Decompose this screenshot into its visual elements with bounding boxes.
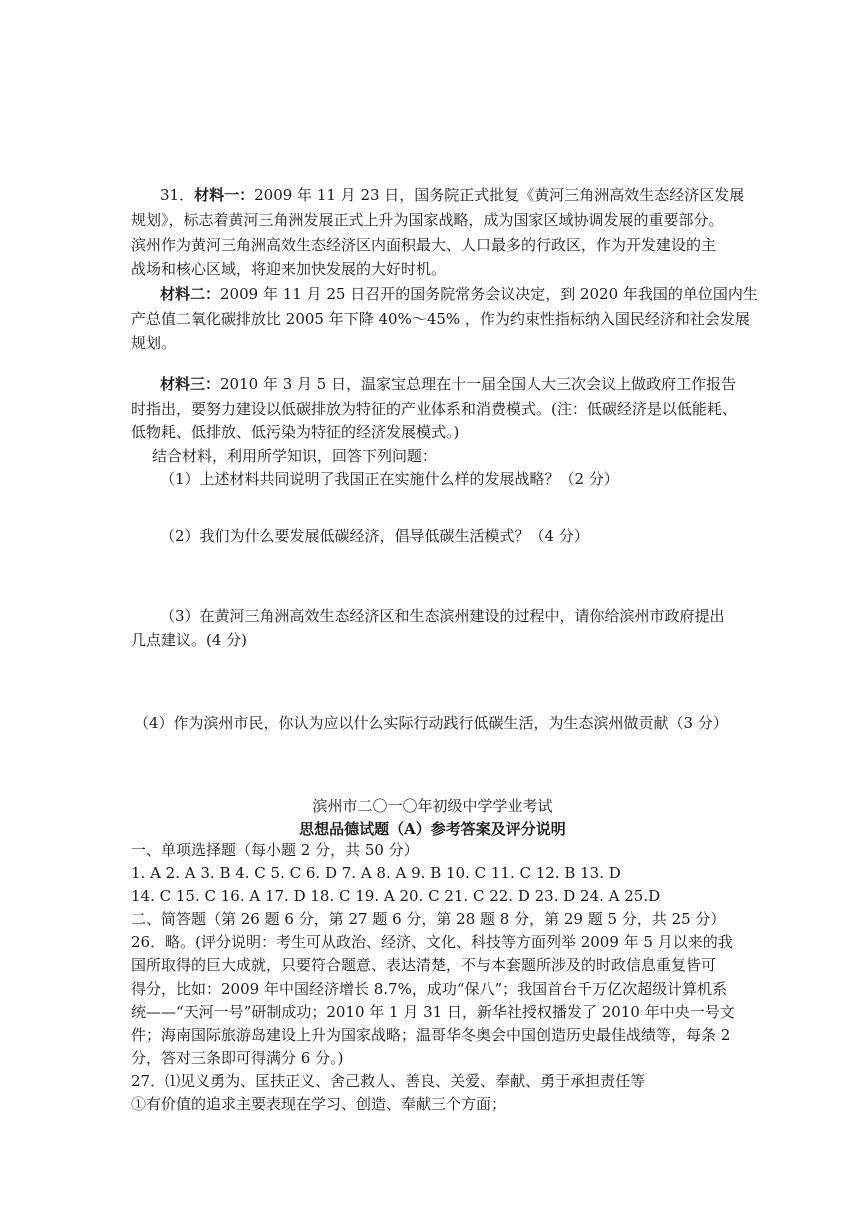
q31-sub2: （2）我们为什么要发展低碳经济，倡导低碳生活模式？（4 分） bbox=[160, 527, 589, 545]
answer26-line4: 统——“天河一号”研制成功；2010 年 1 月 31 日，新华社授权播发了 2010 年中央一号文 bbox=[131, 1003, 735, 1021]
q31-material2-line2: 产总值二氧化碳排放比 2005 年下降 40%～45% ，作为约束性指标纳入国民经济和社会发展 bbox=[131, 310, 750, 328]
q31-material3-line1: 材料三：2010 年 3 月 5 日，温家宝总理在十一届全国人大三次会议上做政府工作报告 bbox=[160, 375, 737, 393]
q31-material3-line3: 低物耗、低排放、低污染为特征的经济发展模式。) bbox=[131, 423, 460, 441]
answer-title: 滨州市二〇一〇年初级中学学业考试 bbox=[312, 797, 553, 815]
material1-label: 材料一： bbox=[194, 186, 255, 204]
q31-sub4: （4）作为滨州市民，你认为应以什么实际行动践行低碳生活，为生态滨州做贡献（3 分） bbox=[134, 714, 728, 732]
mc-answers-row1: 1. A 2. A 3. B 4. C 5. C 6. D 7. A 8. A 9. B 10. C 11. C 12. B 13. D bbox=[131, 864, 621, 882]
q31-material2-line1: 材料二：2009 年 11 月 25 日召开的国务院常务会议决定，到 2020 年我国的单位国内生 bbox=[160, 285, 758, 303]
answer27-line2: ①有价值的追求主要表现在学习、创造、奉献三个方面； bbox=[131, 1095, 507, 1113]
answer26-line5: 件；海南国际旅游岛建设上升为国家战略；温哥华冬奥会中国创造历史最佳战绩等，每条 2 bbox=[131, 1026, 731, 1044]
material2-label: 材料二： bbox=[160, 285, 221, 303]
answer26-line3: 得分，比如：2009 年中国经济增长 8.7%，成功“保八”；我国首台千万亿次超级计算机系 bbox=[131, 980, 728, 998]
q31-sub1: （1）上述材料共同说明了我国正在实施什么样的发展战略？（2 分） bbox=[160, 470, 619, 488]
q31-prompt: 结合材料，利用所学知识，回答下列问题： bbox=[152, 447, 438, 465]
section-single-choice: 一、单项选择题（每小题 2 分，共 50 分） bbox=[131, 841, 419, 859]
q31-material1-line2: 规划》，标志着黄河三角洲发展正式上升为国家战略，成为国家区域协调发展的重要部分。 bbox=[131, 211, 724, 229]
answer26-line1: 26．略。(评分说明：考生可从政治、经济、文化、科技等方面列举 2009 年 5 月以来的我 bbox=[131, 933, 733, 951]
q31-sub3-line2: 几点建议。(4 分) bbox=[131, 631, 248, 649]
answer26-line2: 国所取得的巨大成就，只要符合题意、表达清楚，不与本套题所涉及的时政信息重复皆可 bbox=[131, 956, 717, 974]
q31-material1-line1: 31．材料一：2009 年 11 月 23 日，国务院正式批复《黄河三角洲高效生态经济区发展 bbox=[160, 186, 745, 204]
answer26-line6: 分，答对三条即可得满分 6 分。) bbox=[131, 1049, 344, 1067]
answer-subtitle: 思想品德试题（A）参考答案及评分说明 bbox=[299, 820, 566, 838]
q31-material1-line4: 战场和核心区域，将迎来加快发展的大好时机。 bbox=[131, 260, 447, 278]
material3-label: 材料三： bbox=[160, 375, 221, 393]
q31-material1-line3: 滨州作为黄河三角洲高效生态经济区内面积最大、人口最多的行政区，作为开发建设的主 bbox=[131, 236, 717, 254]
q31-material2-line3: 规划。 bbox=[131, 334, 177, 352]
answer27-line1: 27．⑴见义勇为、匡扶正义、舍己救人、善良、关爱、奉献、勇于承担责任等 bbox=[131, 1072, 646, 1090]
section-short-answer: 二、简答题（第 26 题 6 分，第 27 题 6 分，第 28 题 8 分，第 29 题 5 分，共 25 分） bbox=[131, 910, 726, 928]
q31-sub3-line1: （3）在黄河三角洲高效生态经济区和生态滨州建设的过程中，请你给滨州市政府提出 bbox=[160, 607, 725, 625]
mc-answers-row2: 14. C 15. C 16. A 17. D 18. C 19. A 20. C 21. C 22. D 23. D 24. A 25.D bbox=[131, 887, 661, 905]
q31-material3-line2: 时指出，要努力建设以低碳排放为特征的产业体系和消费模式。(注：低碳经济是以低能耗、 bbox=[131, 400, 737, 418]
